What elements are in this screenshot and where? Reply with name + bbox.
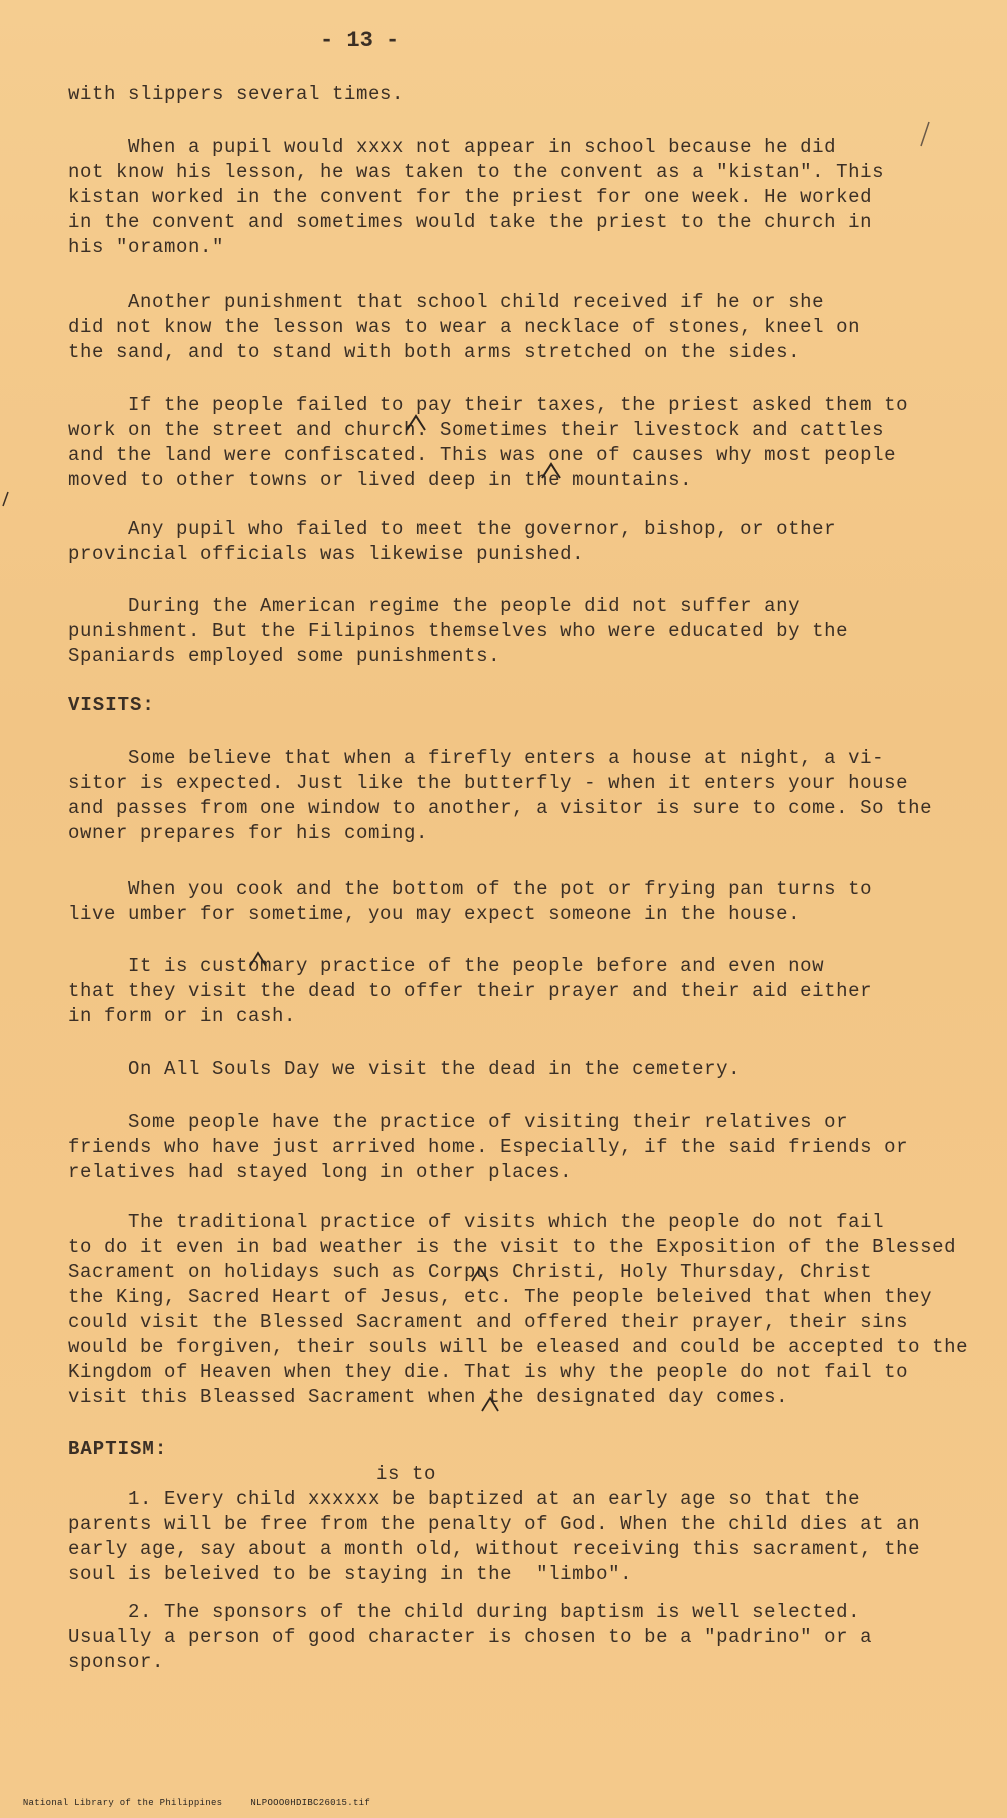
paragraph-visit-dead: It is customary practice of the people before and even now that they visit the dead to offer their prayer and their aid either in form or in cash. xyxy=(68,955,873,1027)
typed-insertion: is to xyxy=(376,1463,437,1485)
insertion-caret-mark-5 xyxy=(480,1395,500,1413)
footer-file: NLPOOO0HDIBC26015.tif xyxy=(250,1798,371,1808)
page-number: - 13 - xyxy=(320,28,400,53)
paragraph-all-souls: On All Souls Day we visit the dead in the cemetery. xyxy=(68,1058,741,1080)
insertion-caret-mark xyxy=(405,412,427,432)
paragraph-blessed-sacrament: The traditional practice of visits which the people do not fail to do it even in bad weather is the visit to the Exposition of the Blessed Sacrament on holidays such as Corpus Christi, Holy Thursday, Christ the King, Sacred Heart of Jesus, etc. The people beleived that when they could visit the Blessed Sacrament and offered their prayer, their sins would be forgiven, their souls will be eleased and could be accepted to the Kingdom of Heaven when they die. That is why the people do not fail to visit this Bleassed Sacrament when the designated day comes. xyxy=(68,1211,969,1408)
scan-footer xyxy=(0,1788,398,1818)
insertion-caret-mark-4 xyxy=(470,1265,490,1283)
paragraph-taxes: If the people failed to pay their taxes, the priest asked them to work on the street and church. Sometimes their livestock and cattles and the land were confiscated. This was one of causes why most people moved to other towns or lived deep in the mountains. xyxy=(68,394,909,491)
paragraph-frying-pan: When you cook and the bottom of the pot or frying pan turns to live umber for sometime, you may expect someone in the house. xyxy=(68,878,873,925)
footer-library: National Library of the Philippines xyxy=(22,1798,223,1808)
section-heading-visits: VISITS: xyxy=(68,694,155,716)
paragraph-american-regime: During the American regime the people did not suffer any punishment. But the Filipinos themselves who were educated by the Spaniards employed some punishments. xyxy=(68,595,849,667)
paragraph-necklace-punishment: Another punishment that school child received if he or she did not know the lesson was to wear a necklace of stones, kneel on the sand, and to stand with both arms stretched on the sides. xyxy=(68,291,861,363)
insertion-caret-mark-2 xyxy=(540,460,562,480)
paragraph-baptism-early-age: 1. Every child xxxxxx be baptized at an early age so that the parents will be free from the penalty of God. When the child dies at an early age, say about a month old, without receiving this sacrament, the soul is beleived to be staying in the "limbo". xyxy=(68,1488,921,1585)
paragraph-slippers: with slippers several times. xyxy=(68,83,405,105)
pen-stroke-mark xyxy=(915,120,935,150)
section-heading-baptism: BAPTISM: xyxy=(68,1438,168,1460)
insertion-caret-mark-3 xyxy=(248,950,268,968)
paragraph-officials: Any pupil who failed to meet the governor, bishop, or other provincial officials was likewise punished. xyxy=(68,518,837,565)
paragraph-sponsors: 2. The sponsors of the child during baptism is well selected. Usually a person of good character is chosen to be a "padrino" or a sponsor. xyxy=(68,1601,873,1673)
paragraph-relatives: Some people have the practice of visiting their relatives or friends who have just arrived home. Especially, if the said friends or relatives had stayed long in other places. xyxy=(68,1111,909,1183)
margin-tick-mark xyxy=(0,490,12,510)
paragraph-kistan: When a pupil would xxxx not appear in school because he did not know his lesson, he was taken to the convent as a "kistan". This kistan worked in the convent for the priest for one week. He worked in the convent and sometimes would take the priest to the church in his "oramon." xyxy=(68,136,885,258)
paragraph-firefly: Some believe that when a firefly enters a house at night, a vi- sitor is expected. Just like the butterfly - when it enters your house and passes from one window to another, a visitor is sure to come. So the owner prepares for his coming. xyxy=(68,747,933,844)
